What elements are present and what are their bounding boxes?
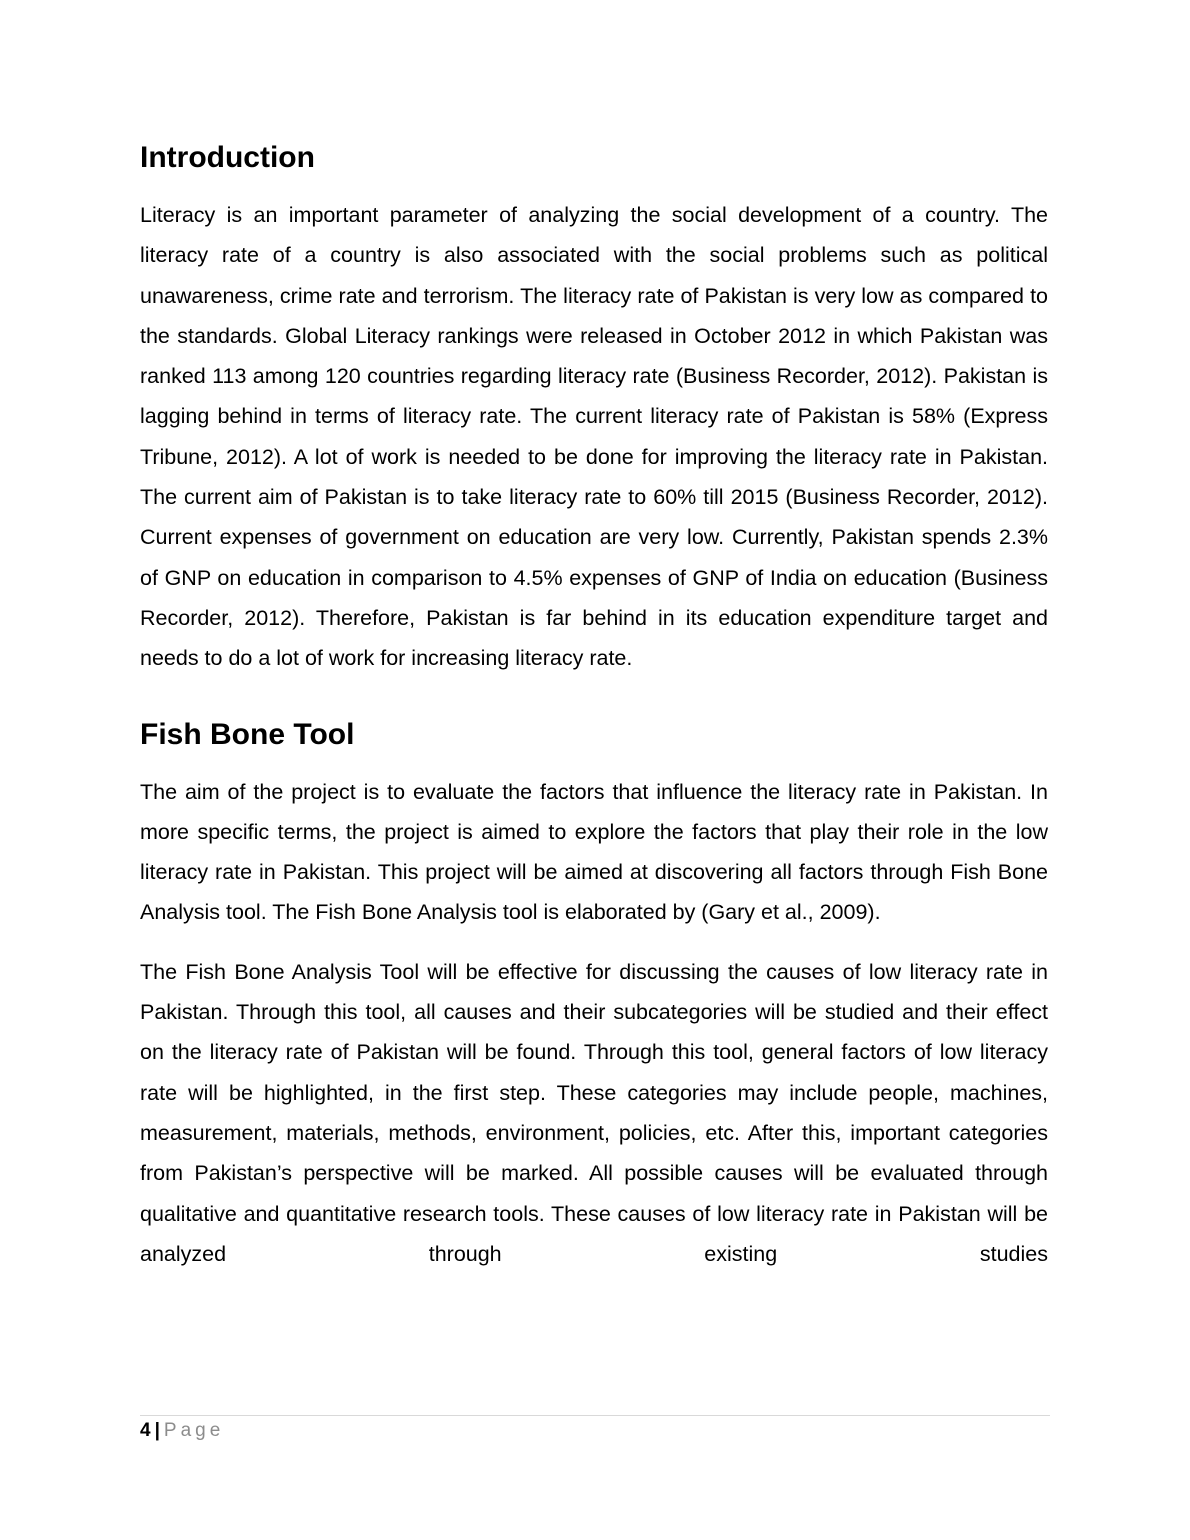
page-content	[140, 136, 1048, 1293]
page-number: 4	[140, 1420, 151, 1441]
fish-bone-paragraph-2: The Fish Bone Analysis Tool will be effective for discussing the causes of low literacy rate in Pakistan. Through this tool, all causes and their subcategories will be studied and their effect on the literacy rate of Pakistan will be found. Through this tool, general factors of low literacy rate will be highlighted, in the first step. These categories may include people, machines, measurement, materials, methods, environment, policies, etc. After this, important categories from Pakistan’s perspective will be marked. All possible causes will be evaluated through qualitative and quantitative research tools. These causes of low literacy rate in Pakistan will be analyzed through existing studies	[140, 959, 1048, 1266]
introduction-paragraph: Literacy is an important parameter of analyzing the social development of a country. The literacy rate of a country is also associated with the social problems such as political unawareness, crime rate and terrorism. The literacy rate of Pakistan is very low as compared to the standards. Global Literacy rankings were released in October 2012 in which Pakistan was ranked 113 among 120 countries regarding literacy rate (Business Recorder, 2012). Pakistan is lagging behind in terms of literacy rate. The current literacy rate of Pakistan is 58% (Express Tribune, 2012). A lot of work is needed to be done for improving the literacy rate in Pakistan. The current aim of Pakistan is to take literacy rate to 60% till 2015 (Business Recorder, 2012). Current expenses of government on education are very low. Currently, Pakistan spends 2.3% of GNP on education in comparison to 4.5% expenses of GNP of India on education (Business Recorder, 2012). Therefore, Pakistan is far behind in its education expenditure target and needs to do a lot of work for increasing literacy rate.	[140, 203, 1048, 671]
section-heading-introduction: Introduction	[140, 141, 315, 174]
page-footer	[140, 1418, 224, 1444]
page-label: Page	[163, 1420, 225, 1441]
section-heading-fish-bone-tool: Fish Bone Tool	[140, 717, 355, 751]
fish-bone-paragraph-1: The aim of the project is to evaluate the factors that influence the literacy rate in Pakistan. In more specific terms, the project is aimed to explore the factors that play their role in the low literacy rate in Pakistan. This project will be aimed at discovering all factors through Fish Bone Analysis tool. The Fish Bone Analysis tool is elaborated by (Gary et al., 2009).	[140, 779, 1048, 925]
footer-separator: |	[154, 1420, 160, 1441]
footer-divider	[140, 1415, 1050, 1416]
